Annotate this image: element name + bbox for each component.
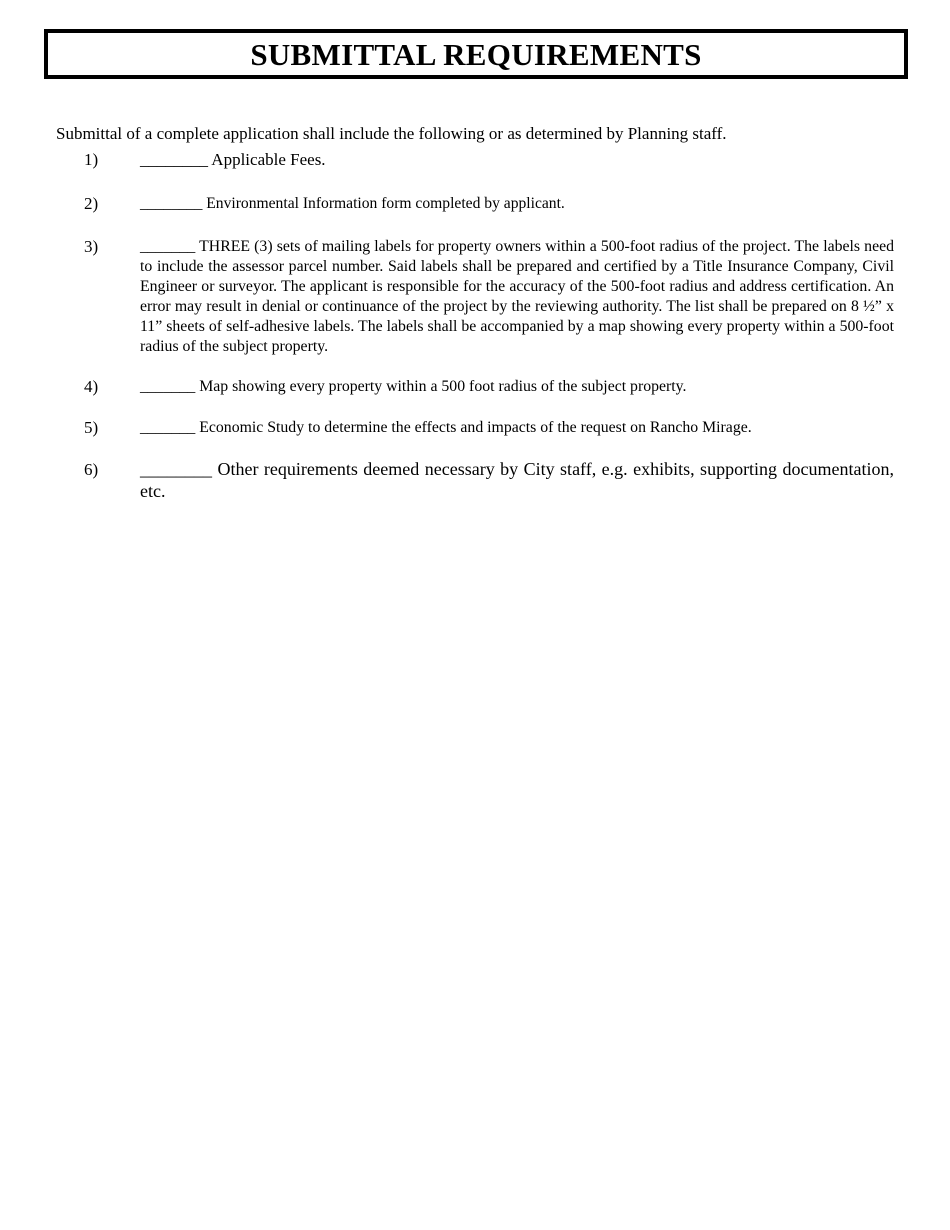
title-box bbox=[44, 29, 908, 79]
item-description: Other requirements deemed necessary by City staff, e.g. exhibits, supporting documentation, etc. bbox=[140, 459, 894, 501]
page-title: SUBMITTAL REQUIREMENTS bbox=[250, 36, 702, 72]
item-text bbox=[140, 149, 894, 171]
checklist-blank[interactable]: _______ bbox=[140, 419, 196, 436]
item-number: 5) bbox=[84, 418, 99, 437]
item-description: Economic Study to determine the effects and impacts of the request on Rancho Mirage. bbox=[195, 419, 752, 436]
item-text bbox=[140, 194, 894, 214]
item-number: 1) bbox=[84, 150, 99, 169]
intro-text: Submittal of a complete application shall include the following or as determined by Planning staff. bbox=[56, 124, 727, 143]
item-text bbox=[140, 377, 894, 397]
checklist-blank[interactable]: ________ bbox=[140, 459, 212, 479]
item-number: 2) bbox=[84, 194, 99, 213]
item-description: THREE (3) sets of mailing labels for property owners within a 500-foot radius of the project. The labels need to include the assessor parcel number. Said labels shall be prepared and certified by a Title Insurance Company, Civil Engineer or surveyor. The applicant is responsible for the accuracy of the 500-foot radius and address certification. An error may result in denial or continuance of the project by the reviewing authority. The list shall be prepared on 8 ½” x 11” sheets of self-adhesive labels. The labels shall be accompanied by a map showing every property within a 500-foot radius of the subject property. bbox=[140, 238, 894, 355]
item-number: 3) bbox=[84, 237, 99, 256]
item-text bbox=[140, 237, 894, 357]
checklist-blank[interactable]: _______ bbox=[140, 238, 196, 255]
checklist-blank[interactable]: ________ bbox=[140, 195, 203, 212]
item-description: Environmental Information form completed by applicant. bbox=[202, 195, 565, 212]
item-description: Map showing every property within a 500 foot radius of the subject property. bbox=[195, 378, 687, 395]
item-number: 6) bbox=[84, 460, 99, 479]
checklist-blank[interactable]: ________ bbox=[140, 150, 208, 169]
item-description: Applicable Fees. bbox=[208, 150, 326, 169]
item-text bbox=[140, 418, 894, 438]
checklist-blank[interactable]: _______ bbox=[140, 378, 196, 395]
item-number: 4) bbox=[84, 377, 99, 396]
item-text bbox=[140, 459, 894, 502]
